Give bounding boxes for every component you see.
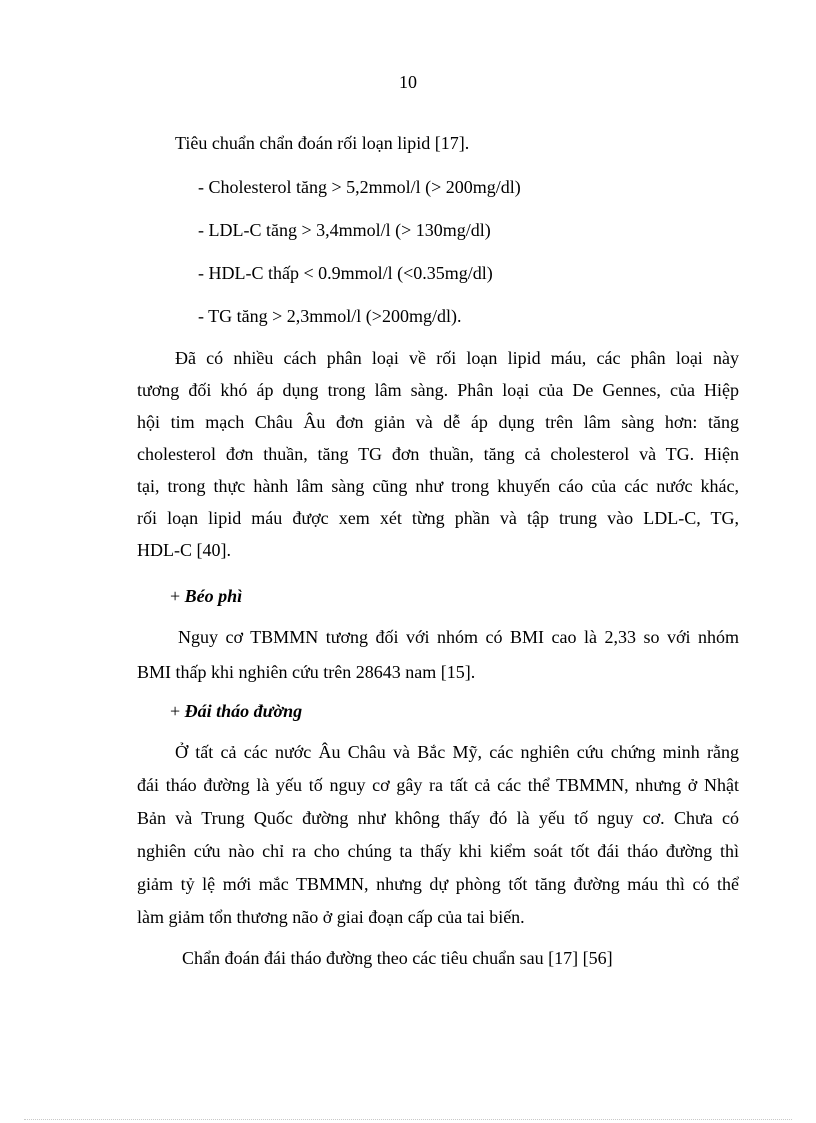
heading-text: Béo phì [184,586,243,606]
heading-text: Đái tháo đường [184,701,303,721]
lipid-criteria-title: Tiêu chuẩn chẩn đoán rối loạn lipid [17]. [175,133,470,153]
lipid-criterion-hdl: - HDL-C thấp < 0.9mmol/l (<0.35mg/dl) [198,263,493,283]
paragraph-line: làm giảm tổn thương não ở giai đoạn cấp của tai biến. [137,907,525,927]
lipid-criterion-ldl: - LDL-C tăng > 3,4mmol/l (> 130mg/dl) [198,220,491,240]
page-bottom-rule [24,1119,792,1120]
paragraph-line: BMI thấp khi nghiên cứu trên 28643 nam [15]. [137,662,476,682]
diabetes-criteria-intro: Chẩn đoán đái tháo đường theo các tiêu chuẩn sau [17] [56] [182,948,613,968]
paragraph-line: giảm tỷ lệ mới mắc TBMMN, nhưng dự phòng tốt tăng đường máu thì có thể [137,874,739,894]
lipid-criterion-tg: - TG tăng > 2,3mmol/l (>200mg/dl). [198,306,462,326]
paragraph-line: Nguy cơ TBMMN tương đối với nhóm có BMI cao là 2,33 so với nhóm [178,627,739,647]
paragraph-line: Ở tất cả các nước Âu Châu và Bắc Mỹ, các nghiên cứu chứng minh rằng [175,742,739,762]
paragraph-line: nghiên cứu nào chỉ ra cho chúng ta thấy khi kiểm soát tốt đái tháo đường thì [137,841,739,861]
lipid-criterion-cholesterol: - Cholesterol tăng > 5,2mmol/l (> 200mg/dl) [198,177,521,197]
paragraph-line: Đã có nhiều cách phân loại về rối loạn lipid máu, các phân loại này [175,348,739,368]
paragraph-line: HDL-C [40]. [137,540,231,560]
paragraph-line: cholesterol đơn thuần, tăng TG đơn thuần, tăng cả cholesterol và TG. Hiện [137,444,739,464]
page-number: 10 [399,72,417,92]
heading-prefix: + [170,586,185,606]
paragraph-line: đái tháo đường là yếu tố nguy cơ gây ra tất cả các thể TBMMN, nhưng ở Nhật [137,775,739,795]
section-heading-obesity [170,585,242,607]
paragraph-line: tại, trong thực hành lâm sàng cũng như trong khuyến cáo của các nước khác, [137,476,739,496]
paragraph-line: tương đối khó áp dụng trong lâm sàng. Phân loại của De Gennes, của Hiệp [137,380,739,400]
heading-prefix: + [170,701,185,721]
paragraph-line: hội tim mạch Châu Âu đơn giản và dễ áp dụng trên lâm sàng hơn: tăng [137,412,739,432]
section-heading-diabetes [170,700,302,722]
paragraph-line: rối loạn lipid máu được xem xét từng phần và tập trung vào LDL-C, TG, [137,508,739,528]
paragraph-line: Bản và Trung Quốc đường như không thấy đó là yếu tố nguy cơ. Chưa có [137,808,739,828]
